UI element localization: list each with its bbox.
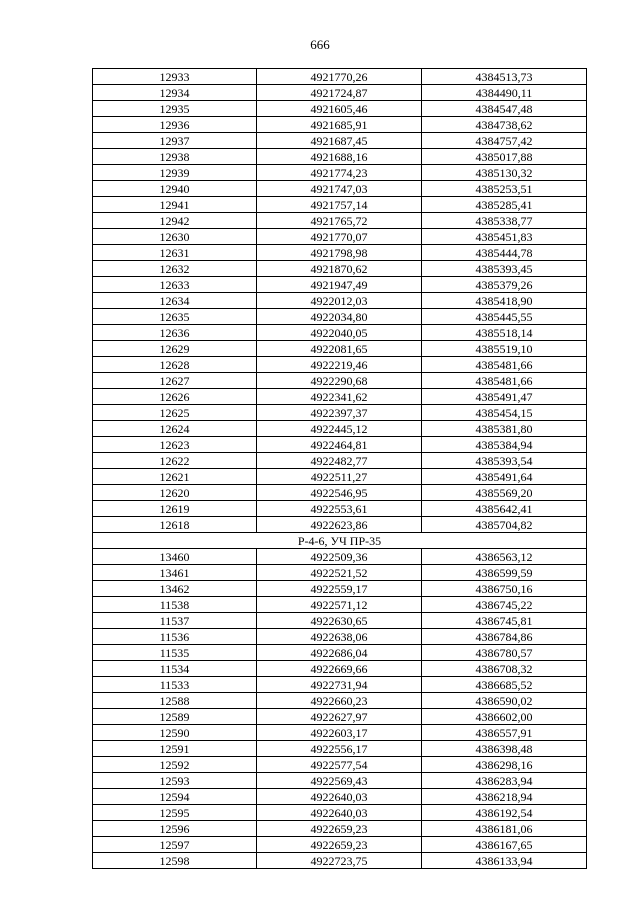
table-row bbox=[93, 709, 587, 725]
table-row bbox=[93, 213, 587, 229]
table-row bbox=[93, 261, 587, 277]
table-row bbox=[93, 501, 587, 517]
x-coordinate-cell: 4922638,06 bbox=[257, 629, 422, 645]
point-number-cell: 12623 bbox=[93, 437, 257, 453]
table-row bbox=[93, 357, 587, 373]
x-coordinate-cell: 4922627,97 bbox=[257, 709, 422, 725]
table-row bbox=[93, 549, 587, 565]
point-number-cell: 12939 bbox=[93, 165, 257, 181]
point-number-cell: 12620 bbox=[93, 485, 257, 501]
table-row bbox=[93, 757, 587, 773]
y-coordinate-cell: 4386563,12 bbox=[422, 549, 587, 565]
y-coordinate-cell: 4386750,16 bbox=[422, 581, 587, 597]
point-number-cell: 13461 bbox=[93, 565, 257, 581]
x-coordinate-cell: 4922546,95 bbox=[257, 485, 422, 501]
x-coordinate-cell: 4921770,07 bbox=[257, 229, 422, 245]
y-coordinate-cell: 4386745,22 bbox=[422, 597, 587, 613]
y-coordinate-cell: 4386398,48 bbox=[422, 741, 587, 757]
table-row bbox=[93, 309, 587, 325]
x-coordinate-cell: 4922603,17 bbox=[257, 725, 422, 741]
y-coordinate-cell: 4386685,52 bbox=[422, 677, 587, 693]
table-row bbox=[93, 773, 587, 789]
point-number-cell: 12592 bbox=[93, 757, 257, 773]
y-coordinate-cell: 4385445,55 bbox=[422, 309, 587, 325]
x-coordinate-cell: 4921947,49 bbox=[257, 277, 422, 293]
point-number-cell: 12627 bbox=[93, 373, 257, 389]
table-row bbox=[93, 853, 587, 869]
point-number-cell: 12633 bbox=[93, 277, 257, 293]
point-number-cell: 11534 bbox=[93, 661, 257, 677]
x-coordinate-cell: 4921798,98 bbox=[257, 245, 422, 261]
y-coordinate-cell: 4385130,32 bbox=[422, 165, 587, 181]
table-row bbox=[93, 69, 587, 85]
table-row bbox=[93, 677, 587, 693]
x-coordinate-cell: 4922660,23 bbox=[257, 693, 422, 709]
y-coordinate-cell: 4385519,10 bbox=[422, 341, 587, 357]
x-coordinate-cell: 4921687,45 bbox=[257, 133, 422, 149]
table-row bbox=[93, 389, 587, 405]
y-coordinate-cell: 4385017,88 bbox=[422, 149, 587, 165]
y-coordinate-cell: 4384738,62 bbox=[422, 117, 587, 133]
table-row bbox=[93, 117, 587, 133]
point-number-cell: 11533 bbox=[93, 677, 257, 693]
point-number-cell: 13460 bbox=[93, 549, 257, 565]
x-coordinate-cell: 4921724,87 bbox=[257, 85, 422, 101]
x-coordinate-cell: 4922577,54 bbox=[257, 757, 422, 773]
point-number-cell: 12634 bbox=[93, 293, 257, 309]
point-number-cell: 12933 bbox=[93, 69, 257, 85]
y-coordinate-cell: 4386167,65 bbox=[422, 837, 587, 853]
table-row bbox=[93, 149, 587, 165]
table-row bbox=[93, 341, 587, 357]
y-coordinate-cell: 4384513,73 bbox=[422, 69, 587, 85]
table-row bbox=[93, 485, 587, 501]
table-row bbox=[93, 293, 587, 309]
table-row bbox=[93, 469, 587, 485]
table-row bbox=[93, 133, 587, 149]
x-coordinate-cell: 4922511,27 bbox=[257, 469, 422, 485]
x-coordinate-cell: 4922509,36 bbox=[257, 549, 422, 565]
y-coordinate-cell: 4385418,90 bbox=[422, 293, 587, 309]
point-number-cell: 12594 bbox=[93, 789, 257, 805]
x-coordinate-cell: 4921757,14 bbox=[257, 197, 422, 213]
x-coordinate-cell: 4922659,23 bbox=[257, 837, 422, 853]
table-row bbox=[93, 421, 587, 437]
x-coordinate-cell: 4921685,91 bbox=[257, 117, 422, 133]
page-number: 666 bbox=[310, 37, 330, 52]
point-number-cell: 12618 bbox=[93, 517, 257, 533]
point-number-cell: 12631 bbox=[93, 245, 257, 261]
x-coordinate-cell: 4922040,05 bbox=[257, 325, 422, 341]
point-number-cell: 12596 bbox=[93, 821, 257, 837]
x-coordinate-cell: 4922569,43 bbox=[257, 773, 422, 789]
point-number-cell: 12630 bbox=[93, 229, 257, 245]
y-coordinate-cell: 4385451,83 bbox=[422, 229, 587, 245]
x-coordinate-cell: 4922081,65 bbox=[257, 341, 422, 357]
table-row bbox=[93, 837, 587, 853]
x-coordinate-cell: 4921770,26 bbox=[257, 69, 422, 85]
y-coordinate-cell: 4386133,94 bbox=[422, 853, 587, 869]
x-coordinate-cell: 4922482,77 bbox=[257, 453, 422, 469]
y-coordinate-cell: 4385642,41 bbox=[422, 501, 587, 517]
point-number-cell: 12625 bbox=[93, 405, 257, 421]
y-coordinate-cell: 4385481,66 bbox=[422, 357, 587, 373]
x-coordinate-cell: 4922659,23 bbox=[257, 821, 422, 837]
y-coordinate-cell: 4386557,91 bbox=[422, 725, 587, 741]
table-row bbox=[93, 581, 587, 597]
y-coordinate-cell: 4384757,42 bbox=[422, 133, 587, 149]
table-row bbox=[93, 805, 587, 821]
point-number-cell: 12621 bbox=[93, 469, 257, 485]
y-coordinate-cell: 4386283,94 bbox=[422, 773, 587, 789]
y-coordinate-cell: 4385381,80 bbox=[422, 421, 587, 437]
y-coordinate-cell: 4386780,57 bbox=[422, 645, 587, 661]
point-number-cell: 12938 bbox=[93, 149, 257, 165]
y-coordinate-cell: 4385338,77 bbox=[422, 213, 587, 229]
y-coordinate-cell: 4386745,81 bbox=[422, 613, 587, 629]
table-row bbox=[93, 453, 587, 469]
x-coordinate-cell: 4922640,03 bbox=[257, 805, 422, 821]
coordinates-table-body bbox=[93, 69, 587, 869]
y-coordinate-cell: 4386708,32 bbox=[422, 661, 587, 677]
x-coordinate-cell: 4922464,81 bbox=[257, 437, 422, 453]
y-coordinate-cell: 4386784,86 bbox=[422, 629, 587, 645]
x-coordinate-cell: 4922571,12 bbox=[257, 597, 422, 613]
y-coordinate-cell: 4385393,54 bbox=[422, 453, 587, 469]
table-row bbox=[93, 245, 587, 261]
x-coordinate-cell: 4922034,80 bbox=[257, 309, 422, 325]
point-number-cell: 12942 bbox=[93, 213, 257, 229]
point-number-cell: 12588 bbox=[93, 693, 257, 709]
y-coordinate-cell: 4385379,26 bbox=[422, 277, 587, 293]
point-number-cell: 12941 bbox=[93, 197, 257, 213]
point-number-cell: 12590 bbox=[93, 725, 257, 741]
point-number-cell: 12624 bbox=[93, 421, 257, 437]
x-coordinate-cell: 4922640,03 bbox=[257, 789, 422, 805]
point-number-cell: 12591 bbox=[93, 741, 257, 757]
y-coordinate-cell: 4386590,02 bbox=[422, 693, 587, 709]
table-row bbox=[93, 645, 587, 661]
x-coordinate-cell: 4921774,23 bbox=[257, 165, 422, 181]
point-number-cell: 12936 bbox=[93, 117, 257, 133]
x-coordinate-cell: 4922219,46 bbox=[257, 357, 422, 373]
point-number-cell: 11537 bbox=[93, 613, 257, 629]
x-coordinate-cell: 4921747,03 bbox=[257, 181, 422, 197]
y-coordinate-cell: 4386181,06 bbox=[422, 821, 587, 837]
point-number-cell: 12629 bbox=[93, 341, 257, 357]
x-coordinate-cell: 4921605,46 bbox=[257, 101, 422, 117]
x-coordinate-cell: 4922731,94 bbox=[257, 677, 422, 693]
y-coordinate-cell: 4384490,11 bbox=[422, 85, 587, 101]
point-number-cell: 12622 bbox=[93, 453, 257, 469]
y-coordinate-cell: 4386298,16 bbox=[422, 757, 587, 773]
x-coordinate-cell: 4922521,52 bbox=[257, 565, 422, 581]
x-coordinate-cell: 4922556,17 bbox=[257, 741, 422, 757]
y-coordinate-cell: 4385393,45 bbox=[422, 261, 587, 277]
x-coordinate-cell: 4922723,75 bbox=[257, 853, 422, 869]
point-number-cell: 13462 bbox=[93, 581, 257, 597]
table-row bbox=[93, 613, 587, 629]
table-row bbox=[93, 101, 587, 117]
y-coordinate-cell: 4385518,14 bbox=[422, 325, 587, 341]
point-number-cell: 12632 bbox=[93, 261, 257, 277]
y-coordinate-cell: 4385481,66 bbox=[422, 373, 587, 389]
y-coordinate-cell: 4385491,64 bbox=[422, 469, 587, 485]
y-coordinate-cell: 4385253,51 bbox=[422, 181, 587, 197]
table-row bbox=[93, 821, 587, 837]
table-row bbox=[93, 565, 587, 581]
x-coordinate-cell: 4922669,66 bbox=[257, 661, 422, 677]
y-coordinate-cell: 4385444,78 bbox=[422, 245, 587, 261]
point-number-cell: 12935 bbox=[93, 101, 257, 117]
point-number-cell: 12940 bbox=[93, 181, 257, 197]
point-number-cell: 11538 bbox=[93, 597, 257, 613]
table-row bbox=[93, 373, 587, 389]
point-number-cell: 12589 bbox=[93, 709, 257, 725]
y-coordinate-cell: 4385285,41 bbox=[422, 197, 587, 213]
x-coordinate-cell: 4921765,72 bbox=[257, 213, 422, 229]
table-row bbox=[93, 741, 587, 757]
table-row bbox=[93, 181, 587, 197]
table-row bbox=[93, 693, 587, 709]
y-coordinate-cell: 4386218,94 bbox=[422, 789, 587, 805]
point-number-cell: 12597 bbox=[93, 837, 257, 853]
table-row bbox=[93, 405, 587, 421]
coordinates-table bbox=[92, 68, 587, 869]
y-coordinate-cell: 4386602,00 bbox=[422, 709, 587, 725]
x-coordinate-cell: 4922290,68 bbox=[257, 373, 422, 389]
y-coordinate-cell: 4385384,94 bbox=[422, 437, 587, 453]
table-row bbox=[93, 229, 587, 245]
x-coordinate-cell: 4922623,86 bbox=[257, 517, 422, 533]
point-number-cell: 12937 bbox=[93, 133, 257, 149]
point-number-cell: 11535 bbox=[93, 645, 257, 661]
point-number-cell: 12595 bbox=[93, 805, 257, 821]
y-coordinate-cell: 4385569,20 bbox=[422, 485, 587, 501]
point-number-cell: 12593 bbox=[93, 773, 257, 789]
table-row bbox=[93, 629, 587, 645]
y-coordinate-cell: 4386599,59 bbox=[422, 565, 587, 581]
table-row bbox=[93, 277, 587, 293]
point-number-cell: 12619 bbox=[93, 501, 257, 517]
y-coordinate-cell: 4384547,48 bbox=[422, 101, 587, 117]
section-header-row bbox=[93, 533, 587, 549]
table-row bbox=[93, 725, 587, 741]
point-number-cell: 12635 bbox=[93, 309, 257, 325]
table-row bbox=[93, 597, 587, 613]
section-title: Р-4-6, УЧ ПР-35 bbox=[93, 533, 587, 549]
x-coordinate-cell: 4922553,61 bbox=[257, 501, 422, 517]
point-number-cell: 11536 bbox=[93, 629, 257, 645]
x-coordinate-cell: 4922630,65 bbox=[257, 613, 422, 629]
table-row bbox=[93, 437, 587, 453]
point-number-cell: 12626 bbox=[93, 389, 257, 405]
y-coordinate-cell: 4385704,82 bbox=[422, 517, 587, 533]
x-coordinate-cell: 4921870,62 bbox=[257, 261, 422, 277]
x-coordinate-cell: 4922012,03 bbox=[257, 293, 422, 309]
table-row bbox=[93, 165, 587, 181]
table-row bbox=[93, 661, 587, 677]
table-row bbox=[93, 85, 587, 101]
x-coordinate-cell: 4922686,04 bbox=[257, 645, 422, 661]
y-coordinate-cell: 4385491,47 bbox=[422, 389, 587, 405]
y-coordinate-cell: 4385454,15 bbox=[422, 405, 587, 421]
table-row bbox=[93, 197, 587, 213]
y-coordinate-cell: 4386192,54 bbox=[422, 805, 587, 821]
x-coordinate-cell: 4922397,37 bbox=[257, 405, 422, 421]
point-number-cell: 12598 bbox=[93, 853, 257, 869]
x-coordinate-cell: 4922341,62 bbox=[257, 389, 422, 405]
point-number-cell: 12628 bbox=[93, 357, 257, 373]
point-number-cell: 12636 bbox=[93, 325, 257, 341]
x-coordinate-cell: 4921688,16 bbox=[257, 149, 422, 165]
table-row bbox=[93, 325, 587, 341]
table-row bbox=[93, 789, 587, 805]
x-coordinate-cell: 4922445,12 bbox=[257, 421, 422, 437]
x-coordinate-cell: 4922559,17 bbox=[257, 581, 422, 597]
table-row bbox=[93, 517, 587, 533]
point-number-cell: 12934 bbox=[93, 85, 257, 101]
